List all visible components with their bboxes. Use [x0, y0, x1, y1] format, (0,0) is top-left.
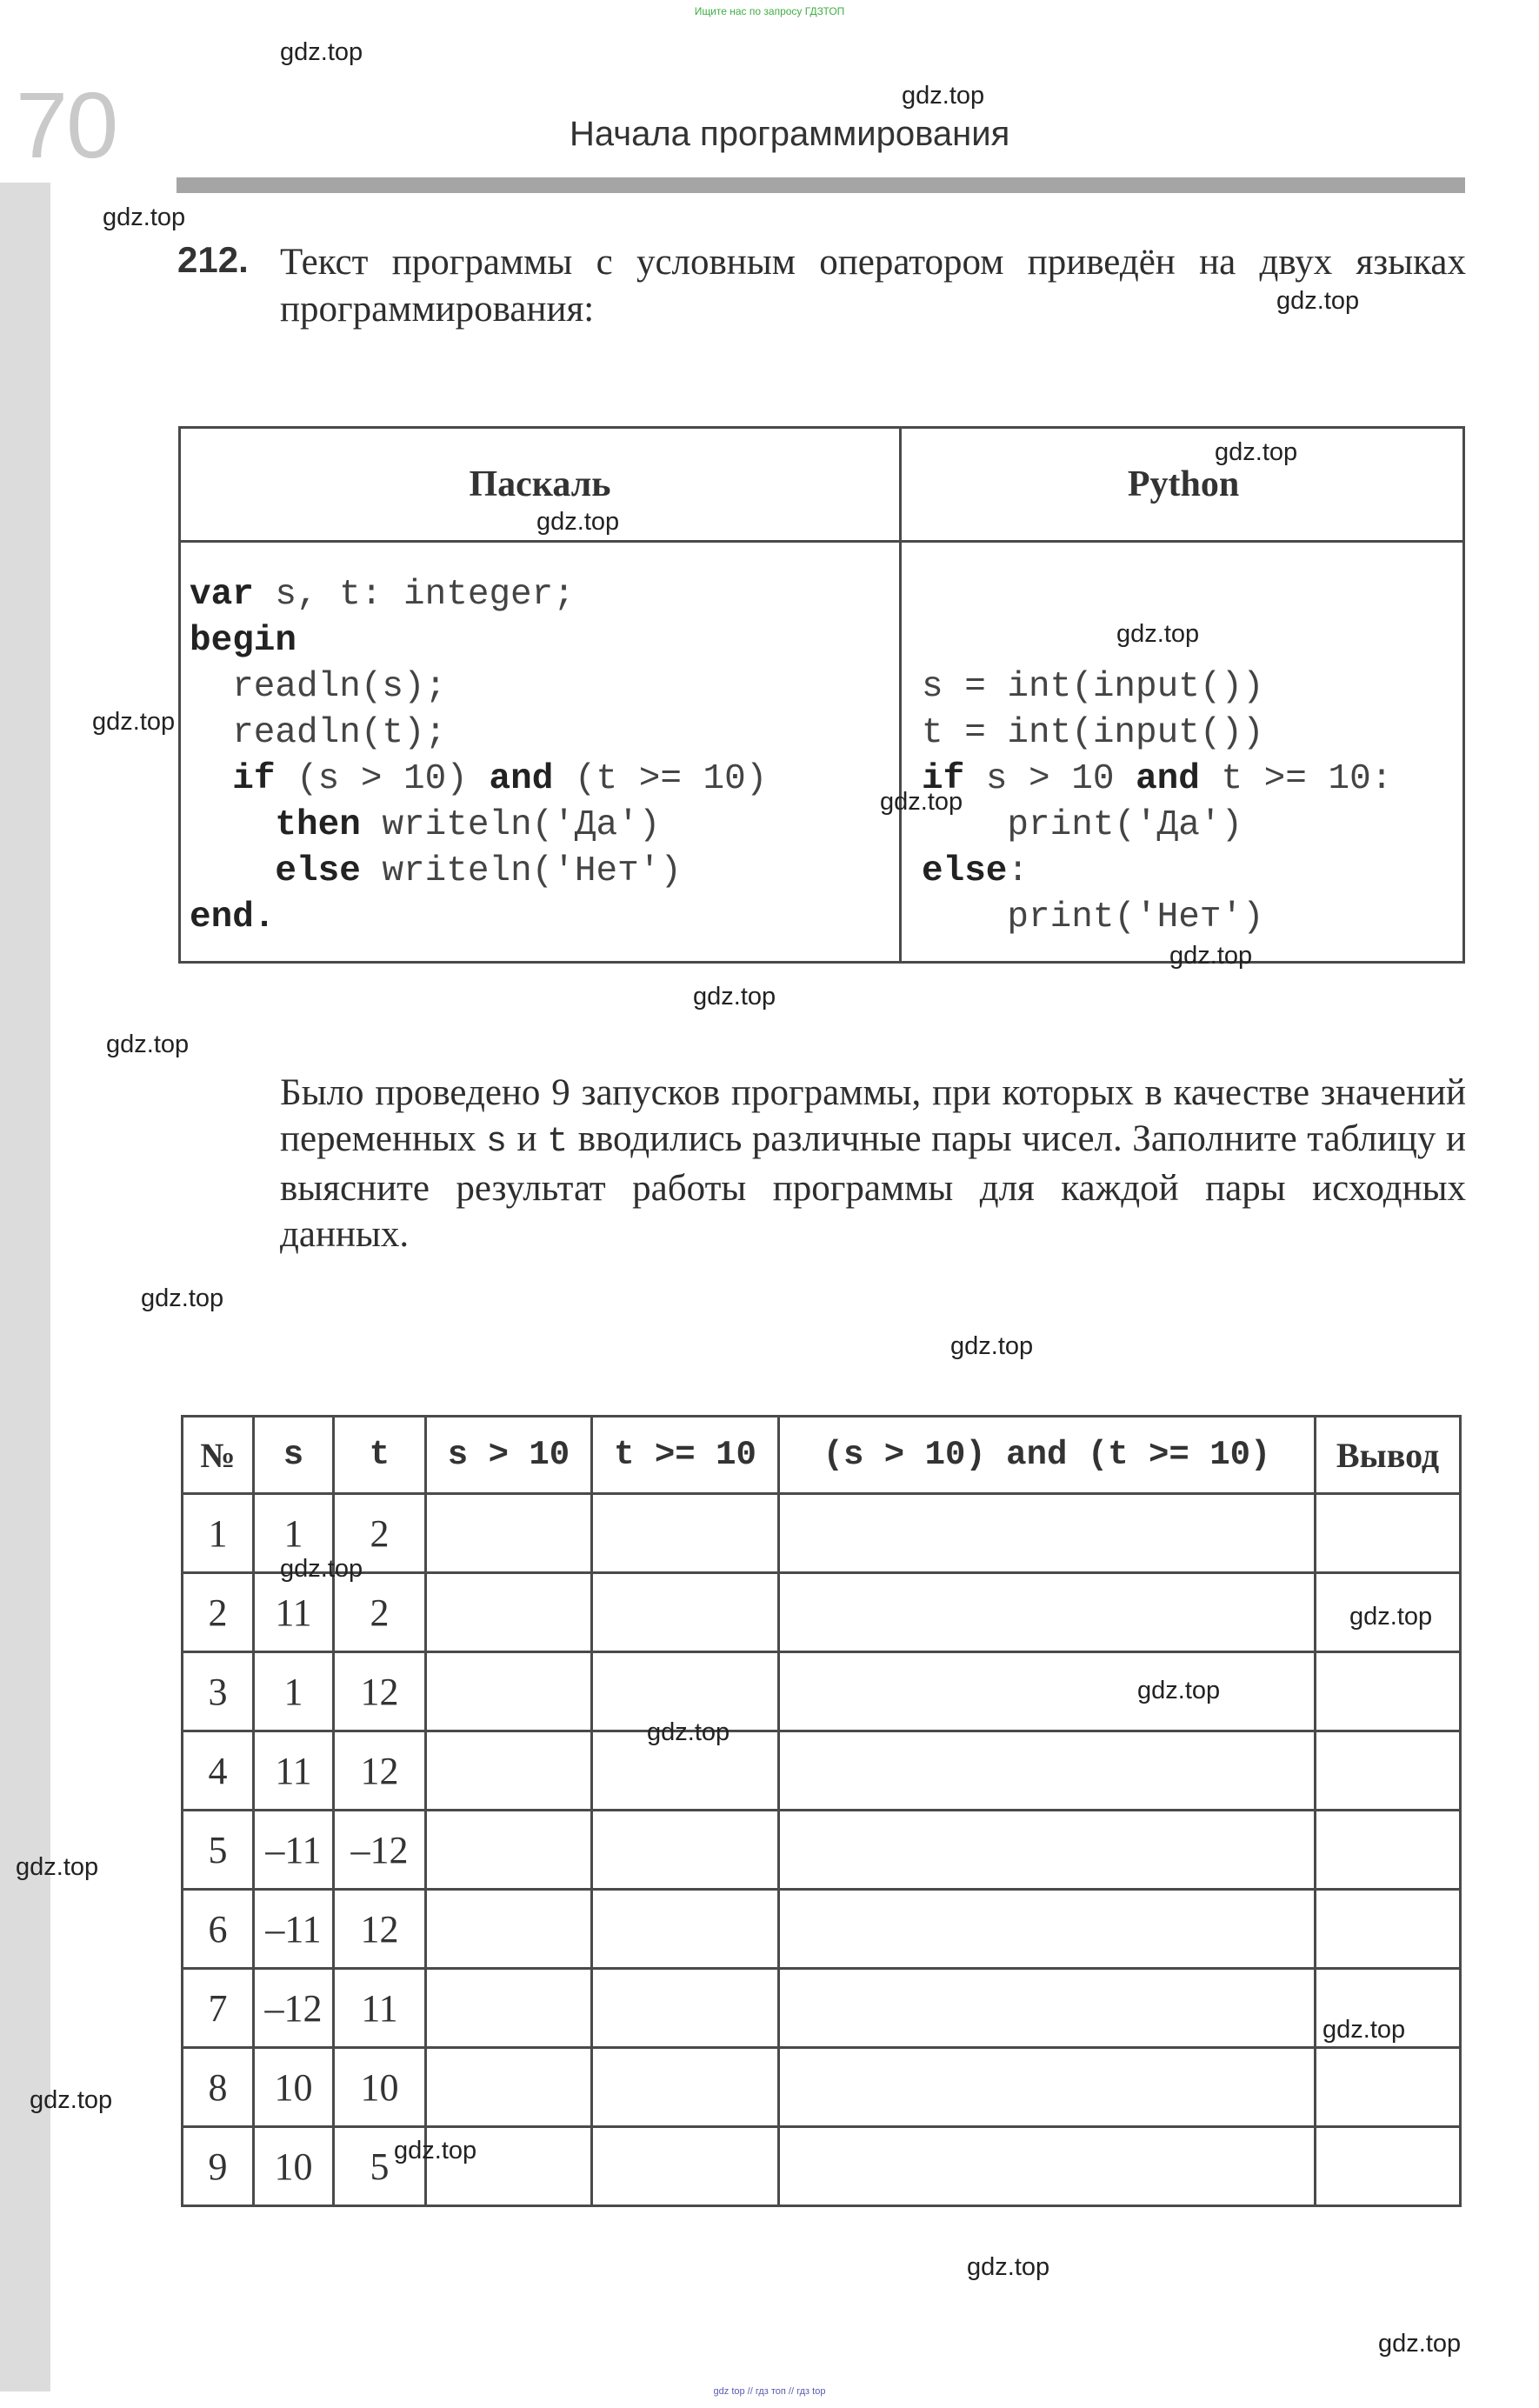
row-s-value: 1 — [254, 1652, 334, 1731]
pascal-line: then writeln('Да') — [275, 805, 661, 845]
row-number: 7 — [183, 1969, 254, 2048]
cell-t-ge-10[interactable] — [592, 2127, 779, 2206]
watermark-text: gdz.top — [394, 2137, 477, 2165]
python-line: t = int(input()) — [922, 713, 1264, 753]
watermark-text: gdz.top — [16, 1853, 99, 1881]
row-s-value: –12 — [254, 1969, 334, 2048]
watermark-text: gdz.top — [141, 1284, 224, 1312]
watermark-text: gdz.top — [1378, 2330, 1462, 2358]
row-s-value: 10 — [254, 2127, 334, 2206]
cell-s-gt-10[interactable] — [426, 2048, 592, 2127]
cell-and-result[interactable] — [779, 1969, 1316, 2048]
table-row — [183, 1573, 1461, 1652]
cell-t-ge-10[interactable] — [592, 1494, 779, 1573]
watermark-text: gdz.top — [1349, 1603, 1433, 1631]
cell-s-gt-10[interactable] — [426, 1573, 592, 1652]
python-line: s = int(input()) — [922, 667, 1264, 707]
watermark-text: gdz.top — [950, 1332, 1034, 1360]
watermark-text: gdz.top — [103, 203, 186, 231]
cell-and-result[interactable] — [779, 1652, 1316, 1731]
cell-output[interactable] — [1316, 1731, 1461, 1811]
row-s-value: –11 — [254, 1811, 334, 1890]
watermark-text: gdz.top — [92, 708, 176, 736]
watermark-text: gdz.top — [902, 82, 985, 110]
watermark-text: gdz.top — [1137, 1677, 1221, 1704]
footer-note: gdz top // гдз топ // гдз top — [713, 2386, 826, 2397]
task-paragraph: Было проведено 9 запусков программы, при которых в качестве значений переменных s и t вводились различные пары чисел. Заполните таблицу и выясните результат работы программы для каждой пары исходных данных. — [280, 1072, 1466, 1255]
pascal-code — [190, 572, 767, 941]
search-hint: Ищите нас по запросу ГДЗТОП — [694, 5, 845, 17]
col-output-header: Вывод — [1316, 1417, 1461, 1494]
cell-and-result[interactable] — [779, 1494, 1316, 1573]
row-s-value: 1 — [254, 1494, 334, 1573]
table-header-row — [183, 1417, 1461, 1494]
watermark-text: gdz.top — [1322, 2016, 1406, 2044]
python-line: print('Да') — [922, 805, 1243, 845]
pascal-line: else writeln('Нет') — [275, 851, 682, 891]
cell-s-gt-10[interactable] — [426, 1494, 592, 1573]
col-number-header: № — [183, 1417, 254, 1494]
cell-and-result[interactable] — [779, 1573, 1316, 1652]
row-t-value: 12 — [334, 1890, 426, 1969]
row-number: 5 — [183, 1811, 254, 1890]
col-and-header: (s > 10) and (t >= 10) — [779, 1417, 1316, 1494]
pascal-line: begin — [190, 621, 297, 661]
row-t-value: 2 — [334, 1573, 426, 1652]
table-row — [183, 1731, 1461, 1811]
row-t-value: 11 — [334, 1969, 426, 2048]
var-s: s — [485, 1123, 507, 1162]
cell-output[interactable] — [1316, 1890, 1461, 1969]
cell-t-ge-10[interactable] — [592, 1969, 779, 2048]
cell-t-ge-10[interactable] — [592, 1890, 779, 1969]
cell-and-result[interactable] — [779, 1811, 1316, 1890]
cell-t-ge-10[interactable] — [592, 1811, 779, 1890]
table-row — [183, 1652, 1461, 1731]
watermark-text: gdz.top — [647, 1718, 730, 1746]
code-table-header-rule — [181, 540, 1462, 543]
row-number: 2 — [183, 1573, 254, 1652]
cell-output[interactable] — [1316, 1652, 1461, 1731]
watermark-text: gdz.top — [967, 2253, 1050, 2281]
col-t-header: t — [334, 1417, 426, 1494]
chapter-title: Начала программирования — [570, 115, 1010, 153]
cell-s-gt-10[interactable] — [426, 1890, 592, 1969]
watermark-text: gdz.top — [1215, 438, 1298, 466]
cell-and-result[interactable] — [779, 1890, 1316, 1969]
row-number: 8 — [183, 2048, 254, 2127]
table-row — [183, 2127, 1461, 2206]
cell-t-ge-10[interactable] — [592, 2048, 779, 2127]
row-number: 6 — [183, 1890, 254, 1969]
problem-number: 212. — [177, 239, 249, 280]
cell-output[interactable] — [1316, 1494, 1461, 1573]
row-number: 4 — [183, 1731, 254, 1811]
answer-table — [181, 1415, 1462, 2207]
row-s-value: 10 — [254, 2048, 334, 2127]
code-table — [178, 426, 1465, 964]
python-line: if s > 10 and t >= 10: — [922, 759, 1393, 799]
pascal-line: readln(t); — [190, 713, 447, 753]
page-number: 70 — [16, 72, 117, 177]
pascal-line: var s, t: integer; — [190, 575, 575, 615]
var-t: t — [547, 1123, 569, 1162]
problem-intro: Текст программы с условным оператором приведён на двух языках программирования: — [280, 242, 1466, 330]
table-row — [183, 1969, 1461, 2048]
cell-and-result[interactable] — [779, 2127, 1316, 2206]
row-t-value: 10 — [334, 2048, 426, 2127]
table-row — [183, 1890, 1461, 1969]
watermark-text: gdz.top — [1116, 620, 1200, 648]
col-t-ge-10-header: t >= 10 — [592, 1417, 779, 1494]
pascal-line: if (s > 10) and (t >= 10) — [232, 759, 768, 799]
row-t-value: 12 — [334, 1652, 426, 1731]
col-s-gt-10-header: s > 10 — [426, 1417, 592, 1494]
cell-and-result[interactable] — [779, 2048, 1316, 2127]
pascal-header: Паскаль — [469, 464, 611, 504]
watermark-text: gdz.top — [280, 1555, 363, 1583]
python-header: Python — [1127, 464, 1240, 504]
watermark-text: gdz.top — [1169, 942, 1253, 970]
watermark-text: gdz.top — [30, 2086, 113, 2114]
header-rule — [177, 177, 1465, 193]
cell-output[interactable] — [1316, 1811, 1461, 1890]
col-s-header: s — [254, 1417, 334, 1494]
cell-s-gt-10[interactable] — [426, 1652, 592, 1731]
pascal-line: end. — [190, 897, 276, 937]
cell-output[interactable] — [1316, 2127, 1461, 2206]
row-s-value: –11 — [254, 1890, 334, 1969]
cell-output[interactable] — [1316, 2048, 1461, 2127]
row-number: 9 — [183, 2127, 254, 2206]
pascal-line: readln(s); — [190, 667, 447, 707]
watermark-text: gdz.top — [880, 788, 963, 816]
cell-s-gt-10[interactable] — [426, 1969, 592, 2048]
watermark-text: gdz.top — [1276, 287, 1360, 315]
row-t-value: 12 — [334, 1731, 426, 1811]
cell-t-ge-10[interactable] — [592, 1573, 779, 1652]
row-t-value: –12 — [334, 1811, 426, 1890]
row-s-value: 11 — [254, 1731, 334, 1811]
python-line: print('Нет') — [922, 897, 1264, 937]
row-number: 1 — [183, 1494, 254, 1573]
row-s-value: 11 — [254, 1573, 334, 1652]
row-t-value: 5 — [334, 2127, 426, 2206]
table-row — [183, 1494, 1461, 1573]
table-row — [183, 2048, 1461, 2127]
watermark-text: gdz.top — [536, 508, 620, 536]
table-row — [183, 1811, 1461, 1890]
page-edge-strip — [0, 183, 50, 2391]
cell-s-gt-10[interactable] — [426, 1811, 592, 1890]
watermark-text: gdz.top — [693, 983, 776, 1011]
cell-and-result[interactable] — [779, 1731, 1316, 1811]
row-t-value: 2 — [334, 1494, 426, 1573]
python-line: else: — [922, 851, 1029, 891]
watermark-text: gdz.top — [106, 1031, 190, 1058]
row-number: 3 — [183, 1652, 254, 1731]
watermark-text: gdz.top — [280, 38, 363, 66]
cell-s-gt-10[interactable] — [426, 1731, 592, 1811]
python-code — [922, 664, 1392, 941]
